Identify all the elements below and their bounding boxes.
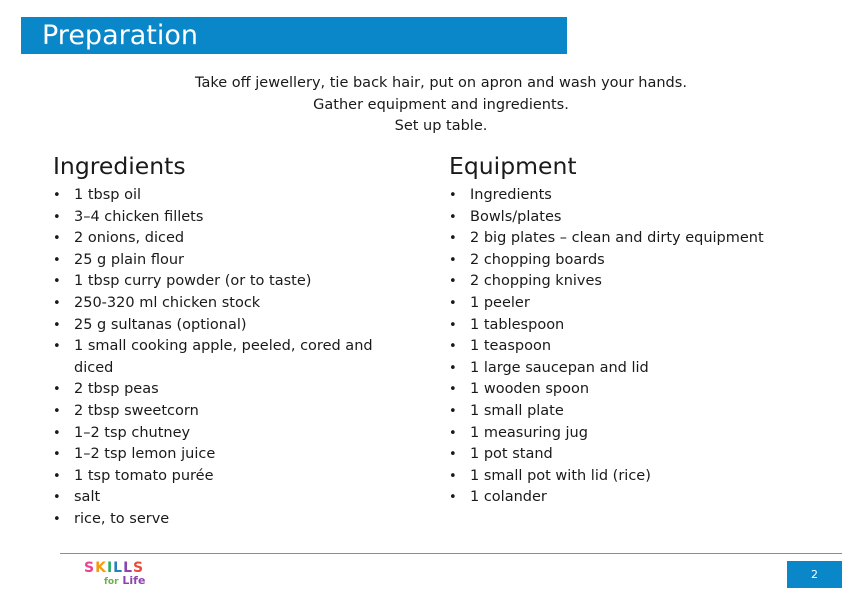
list-item — [449, 185, 789, 207]
equipment-text: 1 wooden spoon — [470, 381, 590, 398]
bullet-icon: • — [449, 317, 457, 333]
bullet-icon: • — [53, 490, 61, 506]
logo-skills-text — [84, 561, 145, 575]
bullet-icon: • — [53, 188, 61, 203]
ingredient-text: 1–2 tsp chutney — [74, 424, 191, 441]
list-item — [449, 271, 789, 293]
logo-life: Life — [122, 574, 146, 587]
ingredient-text: 250-320 ml chicken stock — [74, 294, 261, 311]
bullet-icon: • — [53, 209, 61, 225]
intro-instructions — [120, 73, 762, 138]
equipment-text: 2 big plates – clean and dirty equipment — [470, 230, 764, 247]
bullet-icon: • — [449, 252, 457, 268]
page-title: Preparation — [42, 20, 198, 51]
bullet-icon: • — [449, 274, 457, 290]
equipment-section — [449, 151, 789, 509]
logo-letter: S — [133, 560, 145, 576]
bullet-icon: • — [53, 425, 61, 441]
bullet-icon: • — [53, 403, 61, 419]
list-item — [53, 207, 393, 229]
equipment-text: 1 colander — [470, 489, 547, 506]
list-item — [53, 185, 393, 207]
list-item — [449, 401, 789, 423]
bullet-icon: • — [53, 339, 61, 355]
footer-divider — [60, 553, 842, 554]
equipment-text: 1 large saucepan and lid — [470, 359, 649, 376]
list-item — [449, 358, 789, 380]
logo-for: for — [104, 577, 119, 587]
equipment-text: 1 teaspoon — [470, 338, 552, 355]
ingredient-text: 2 tbsp sweetcorn — [74, 402, 199, 419]
bullet-icon: • — [53, 511, 61, 527]
bullet-icon: • — [53, 231, 61, 247]
bullet-icon: • — [449, 468, 457, 484]
equipment-text: 1 pot stand — [470, 446, 553, 463]
equipment-heading: Equipment — [449, 152, 577, 180]
ingredient-text: 25 g plain flour — [74, 251, 184, 268]
ingredients-heading: Ingredients — [53, 152, 186, 180]
list-item — [449, 379, 789, 401]
ingredients-list — [53, 185, 393, 531]
ingredient-text: 1 tbsp oil — [74, 187, 142, 203]
bullet-icon: • — [449, 339, 457, 355]
bullet-icon: • — [449, 209, 457, 225]
logo-letter: I — [106, 560, 114, 576]
list-item — [449, 466, 789, 488]
bullet-icon: • — [449, 490, 457, 506]
list-item — [449, 336, 789, 358]
bullet-icon: • — [53, 295, 61, 311]
bullet-icon: • — [449, 188, 457, 203]
bullet-icon: • — [53, 317, 61, 333]
intro-line: Gather equipment and ingredients. — [313, 96, 569, 113]
bullet-icon: • — [53, 447, 61, 463]
bullet-icon: • — [449, 295, 457, 311]
ingredient-text: 1 small cooking apple, peeled, cored and diced — [74, 338, 373, 376]
list-item — [53, 336, 393, 379]
list-item — [53, 466, 393, 488]
equipment-text: 1 small plate — [470, 402, 564, 419]
ingredient-text: 2 tbsp peas — [74, 381, 159, 398]
equipment-list — [449, 185, 789, 509]
list-item — [53, 509, 393, 531]
list-item — [449, 250, 789, 272]
list-item — [449, 293, 789, 315]
list-item — [53, 228, 393, 250]
list-item — [449, 228, 789, 250]
intro-line: Take off jewellery, tie back hair, put on apron and wash your hands. — [195, 75, 687, 91]
list-item — [53, 271, 393, 293]
equipment-text: 1 tablespoon — [470, 316, 565, 333]
logo-letter: S — [84, 560, 96, 576]
equipment-text: 2 chopping knives — [470, 273, 602, 290]
ingredient-text: salt — [74, 489, 101, 506]
list-item — [449, 315, 789, 337]
list-item — [53, 401, 393, 423]
logo-letter: L — [113, 560, 124, 576]
list-item — [53, 315, 393, 337]
page-number: 2 — [787, 561, 842, 588]
bullet-icon: • — [53, 274, 61, 290]
intro-line: Set up table. — [394, 118, 488, 134]
bullet-icon: • — [53, 468, 61, 484]
ingredient-text: 1 tsp tomato purée — [74, 467, 214, 484]
list-item — [449, 487, 789, 509]
bullet-icon: • — [53, 382, 61, 398]
ingredient-text: 3–4 chicken fillets — [74, 208, 204, 225]
logo-for-life-text — [104, 575, 145, 588]
bullet-icon: • — [449, 382, 457, 398]
title-bar — [21, 17, 567, 54]
equipment-text: Bowls/plates — [470, 208, 562, 225]
bullet-icon: • — [53, 252, 61, 268]
equipment-text: 2 chopping boards — [470, 251, 605, 268]
equipment-text: Ingredients — [470, 187, 552, 203]
list-item — [53, 250, 393, 272]
list-item — [449, 207, 789, 229]
logo-letter: L — [123, 560, 134, 576]
bullet-icon: • — [449, 425, 457, 441]
skills-for-life-logo — [84, 561, 145, 588]
ingredient-text: rice, to serve — [74, 510, 170, 527]
ingredient-text: 25 g sultanas (optional) — [74, 316, 247, 333]
logo-letter: K — [95, 560, 107, 576]
ingredient-text: 2 onions, diced — [74, 230, 185, 247]
ingredient-text: 1–2 tsp lemon juice — [74, 446, 216, 463]
list-item — [53, 487, 393, 509]
list-item — [449, 444, 789, 466]
ingredients-section — [53, 151, 393, 531]
bullet-icon: • — [449, 360, 457, 376]
equipment-text: 1 peeler — [470, 294, 530, 311]
bullet-icon: • — [449, 231, 457, 247]
equipment-text: 1 measuring jug — [470, 424, 588, 441]
list-item — [53, 293, 393, 315]
bullet-icon: • — [449, 447, 457, 463]
list-item — [449, 423, 789, 445]
equipment-text: 1 small pot with lid (rice) — [470, 467, 651, 484]
list-item — [53, 423, 393, 445]
list-item — [53, 444, 393, 466]
bullet-icon: • — [449, 403, 457, 419]
ingredient-text: 1 tbsp curry powder (or to taste) — [74, 273, 312, 290]
list-item — [53, 379, 393, 401]
